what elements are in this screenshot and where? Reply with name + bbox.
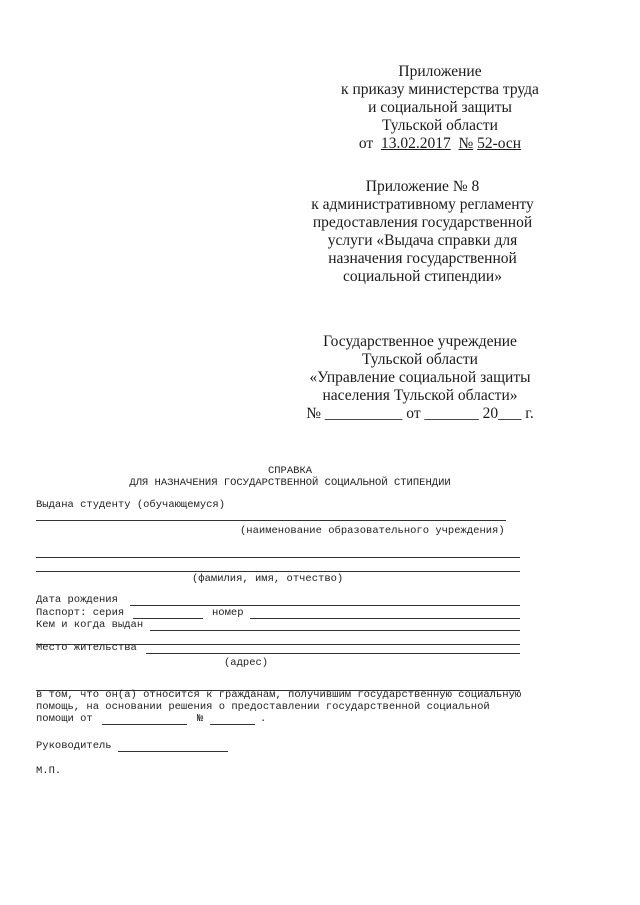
issued-by-label: Кем и когда выдан bbox=[36, 619, 144, 631]
order-appendix-line3: Тульской области bbox=[382, 117, 498, 134]
institution-number-line: № __________ от _______ 20___ г. bbox=[306, 405, 534, 422]
residence-line[interactable] bbox=[146, 653, 520, 654]
statement-line1: в том, что он(а) относится к гражданам, получившим государственную социальную bbox=[36, 689, 522, 701]
statement-line2: помощь, на основании решения о предоставлении государственной социальной bbox=[36, 701, 490, 713]
decision-date-prefix: помощи от bbox=[36, 713, 93, 725]
passport-number-label: номер bbox=[212, 607, 244, 619]
regulation-appendix-line1: к административному регламенту bbox=[311, 196, 534, 213]
order-appendix-line1: к приказу министерства труда bbox=[341, 81, 539, 98]
order-appendix-date-line bbox=[330, 135, 550, 153]
head-signature-line[interactable] bbox=[118, 751, 228, 752]
institution-block bbox=[300, 333, 540, 423]
passport-series-label: Паспорт: серия bbox=[36, 607, 125, 619]
regulation-appendix-title: Приложение № 8 bbox=[365, 178, 480, 195]
regulation-appendix bbox=[305, 178, 540, 286]
order-appendix-line2: и социальной защиты bbox=[368, 99, 512, 116]
certificate-subtitle: ДЛЯ НАЗНАЧЕНИЯ ГОСУДАРСТВЕННОЙ СОЦИАЛЬНОЙ СТИПЕНДИИ bbox=[129, 477, 451, 489]
fio-caption: (фамилия, имя, отчество) bbox=[192, 573, 344, 585]
order-appendix-title: Приложение bbox=[398, 63, 482, 80]
fio-line-1[interactable] bbox=[36, 557, 520, 558]
decision-end: . bbox=[260, 713, 267, 725]
fio-line-2[interactable] bbox=[36, 571, 520, 572]
institution-line4: населения Тульской области» bbox=[322, 387, 518, 404]
birth-date-label: Дата рождения bbox=[36, 594, 118, 606]
regulation-appendix-line5: социальной стипендии» bbox=[343, 268, 502, 285]
seal-label: М.П. bbox=[36, 765, 62, 777]
residence-label: Место жительства bbox=[36, 642, 137, 654]
decision-number-sign: № bbox=[197, 713, 204, 725]
birth-date-line[interactable] bbox=[130, 605, 520, 606]
order-number: 52-осн bbox=[477, 135, 522, 152]
head-label: Руководитель bbox=[36, 740, 112, 752]
institution-line3: «Управление социальной защиты bbox=[309, 369, 531, 386]
regulation-appendix-line3: услуги «Выдача справки для bbox=[327, 232, 518, 249]
order-date: 13.02.2017 bbox=[380, 135, 451, 152]
certificate-title: СПРАВКА bbox=[267, 465, 313, 477]
institution-caption: (наименование образовательного учреждения) bbox=[240, 525, 505, 537]
decision-date-line[interactable] bbox=[102, 724, 187, 725]
address-caption: (адрес) bbox=[224, 657, 269, 669]
regulation-appendix-line4: назначения государственной bbox=[328, 250, 517, 267]
institution-line1: Государственное учреждение bbox=[323, 333, 517, 350]
issued-to-label: Выдана студенту (обучающемуся) bbox=[36, 499, 226, 511]
order-appendix bbox=[330, 63, 550, 153]
passport-number-line[interactable] bbox=[250, 618, 520, 619]
institution-line2: Тульской области bbox=[362, 351, 478, 368]
institution-name-line[interactable] bbox=[36, 520, 506, 521]
order-number-prefix: № bbox=[458, 135, 474, 152]
decision-number-line[interactable] bbox=[210, 724, 255, 725]
regulation-appendix-line2: предоставления государственной bbox=[312, 214, 533, 231]
statement-line3 bbox=[36, 713, 93, 725]
issued-by-line-1[interactable] bbox=[150, 630, 520, 631]
passport-series-line[interactable] bbox=[133, 618, 203, 619]
date-prefix: от bbox=[358, 135, 374, 152]
